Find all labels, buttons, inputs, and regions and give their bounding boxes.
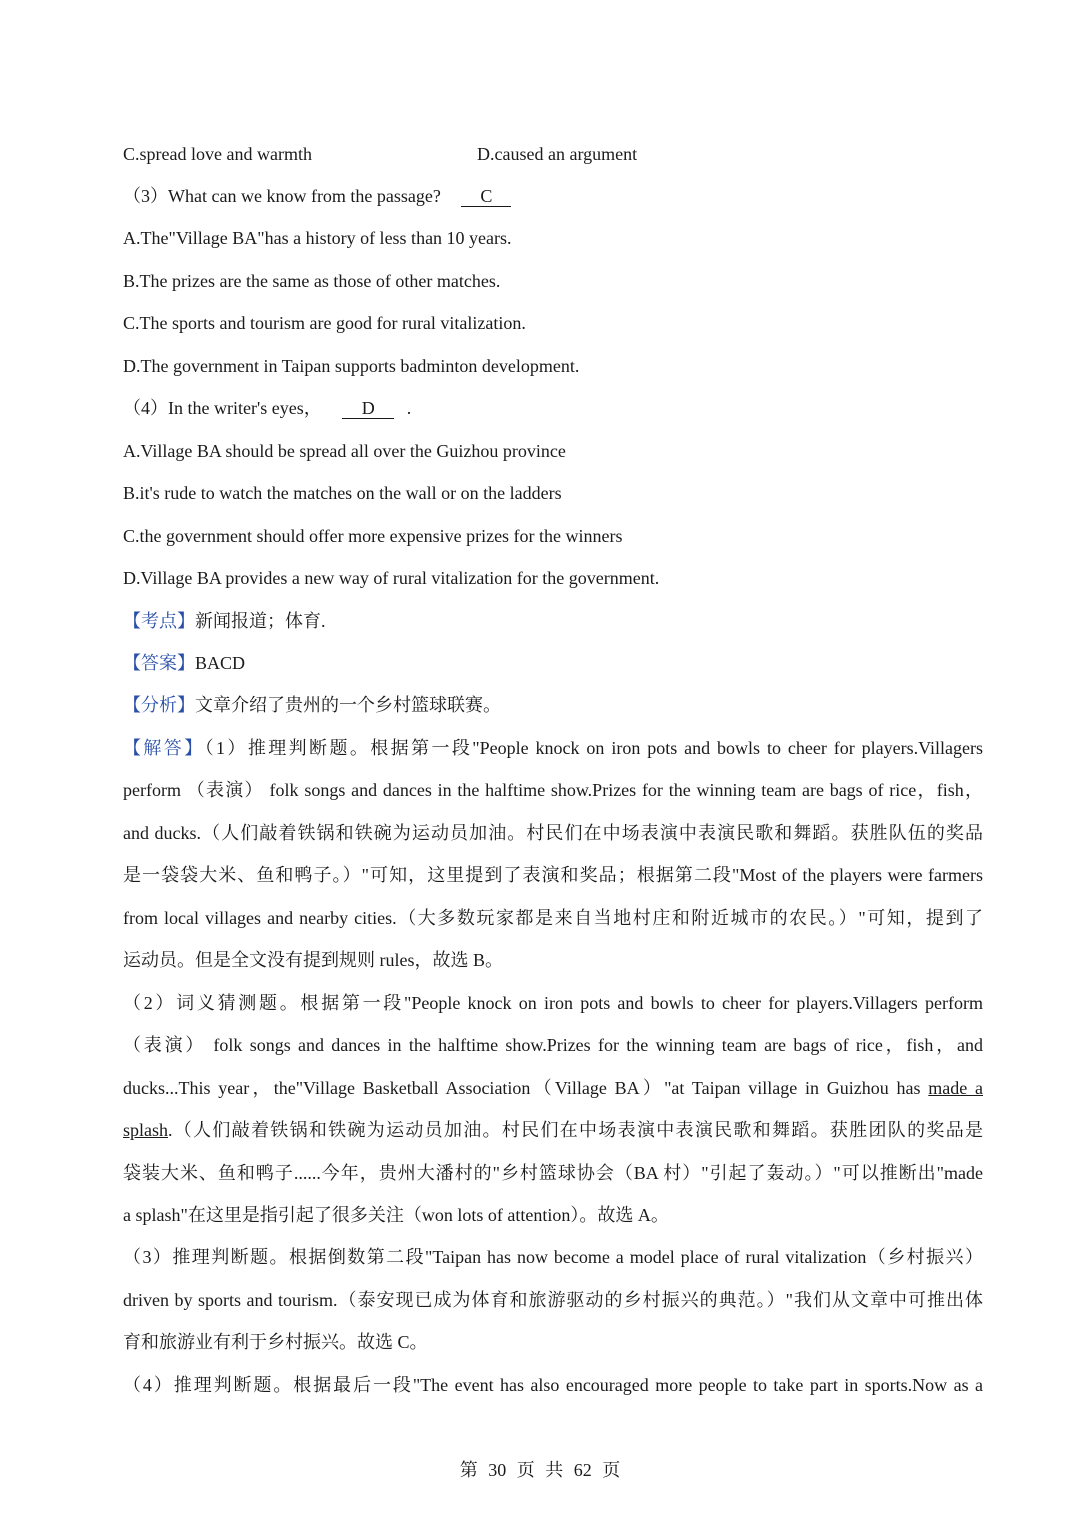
kaodian-section — [123, 609, 326, 633]
question-4-option-a: A.Village BA should be spread all over the Guizhou province — [123, 441, 566, 461]
analysis-text: 文章介绍了贵州的一个乡村篮球联赛。 — [195, 695, 501, 715]
option-c-q2: C.spread love and warmth — [123, 144, 312, 164]
answer-tag: 【答案】 — [123, 653, 195, 673]
underlined-phrase: made a — [928, 1078, 983, 1098]
question-4-answer: D — [342, 398, 394, 419]
page-number: 第 30 页 共 62 页 — [459, 1460, 621, 1480]
explanation-line: perform （表演） folk songs and dances in the halftime show.Prizes for the winning team are bags of rice，fish， — [123, 780, 983, 800]
question-3-prompt: （3）What can we know from the passage? — [123, 186, 441, 206]
explanation-line: 运动员。但是全文没有提到规则 rules，故选 B。 — [123, 950, 503, 970]
option-d-q2: D.caused an argument — [477, 144, 638, 164]
question-3-option-a: A.The"Village BA"has a history of less than 10 years. — [123, 228, 512, 248]
kaodian-tag: 【考点】 — [123, 611, 195, 631]
explanation-line: 是一袋袋大米、鱼和鸭子。）"可知，这里提到了表演和奖品；根据第二段"Most of the players were farmers — [123, 865, 983, 885]
question-3-option-c: C.The sports and tourism are good for rural vitalization. — [123, 313, 526, 333]
question-3-option-d: D.The government in Taipan supports badminton development. — [123, 356, 580, 376]
explanation-line — [123, 1076, 983, 1100]
explanation-line — [123, 1118, 983, 1142]
answer-section — [123, 651, 245, 675]
question-3-option-b: B.The prizes are the same as those of other matches. — [123, 271, 501, 291]
explanation-line — [123, 736, 983, 760]
explanation-line: a splash"在这里是指引起了很多关注（won lots of attention）。故选 A。 — [123, 1205, 669, 1225]
explanation-tag: 【解答】 — [123, 738, 205, 758]
explanation-line: 袋装大米、鱼和鸭子......今年，贵州大潘村的"乡村篮球协会（BA 村）"引起了轰动。）"可以推断出"made — [123, 1163, 983, 1183]
question-3 — [123, 184, 511, 208]
explanation-line: （2）词义猜测题。根据第一段"People knock on iron pots and bowls to cheer for players.Villagers perform — [123, 993, 983, 1013]
question-4 — [123, 396, 411, 420]
analysis-tag: 【分析】 — [123, 695, 195, 715]
underlined-phrase: splash — [123, 1120, 168, 1140]
question-4-option-d: D.Village BA provides a new way of rural vitalization for the government. — [123, 568, 660, 588]
explanation-line: and ducks.（人们敲着铁锅和铁碗为运动员加油。村民们在中场表演中表演民歌和舞蹈。获胜队伍的奖品 — [123, 823, 983, 843]
explanation-line: （3）推理判断题。根据倒数第二段"Taipan has now become a model place of rural vitalization（乡村振兴） — [123, 1247, 983, 1267]
explanation-text: .（人们敲着铁锅和铁碗为运动员加油。村民们在中场表演中表演民歌和舞蹈。获胜团队的奖品是 — [168, 1120, 983, 1140]
question-4-prompt: （4）In the writer's eyes， — [123, 398, 322, 418]
explanation-line: 育和旅游业有利于乡村振兴。故选 C。 — [123, 1332, 428, 1352]
explanation-line: （4）推理判断题。根据最后一段"The event has also encouraged more people to take part in sports.Now as a — [123, 1375, 983, 1395]
kaodian-text: 新闻报道；体育. — [195, 611, 326, 631]
analysis-section — [123, 693, 501, 717]
explanation-line: （表演） folk songs and dances in the halftime show.Prizes for the winning team are bags of rice，fish，and — [123, 1035, 983, 1055]
explanation-line: driven by sports and tourism.（泰安现已成为体育和旅游驱动的乡村振兴的典范。）"我们从文章中可推出体 — [123, 1290, 983, 1310]
answer-text: BACD — [195, 653, 246, 673]
question-4-option-c: C.the government should offer more expensive prizes for the winners — [123, 526, 623, 546]
question-4-option-b: B.it's rude to watch the matches on the wall or on the ladders — [123, 483, 562, 503]
explanation-text: （1）推理判断题。根据第一段"People knock on iron pots and bowls to cheer for players.Villagers — [204, 738, 983, 758]
question-4-end: . — [406, 398, 412, 418]
explanation-line: from local villages and nearby cities.（大多数玩家都是来自当地村庄和附近城市的农民。）"可知，提到了 — [123, 908, 983, 928]
question-3-answer: C — [461, 186, 511, 207]
explanation-text: ducks...This year，the"Village Basketball Association（Village BA）"at Taipan village in Guizhou has — [123, 1078, 921, 1098]
